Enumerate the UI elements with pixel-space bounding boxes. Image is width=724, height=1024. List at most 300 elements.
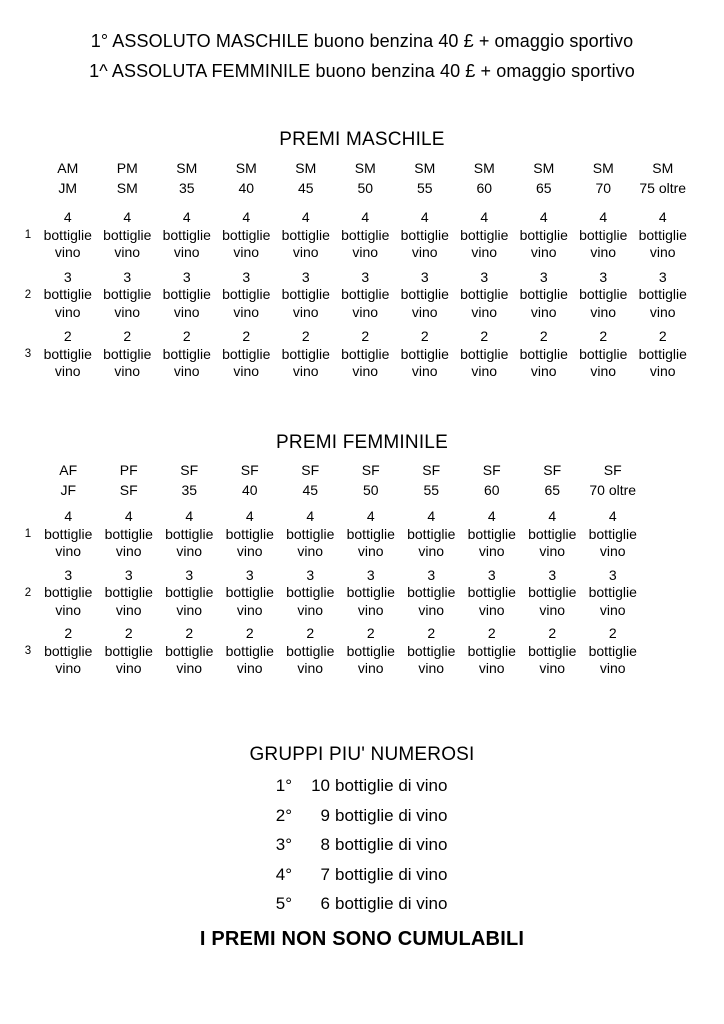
prize-line: vino <box>411 244 438 260</box>
prize-line: bottiglie <box>104 525 153 542</box>
prize-line: 4 <box>242 209 251 225</box>
prize-line: vino <box>54 244 81 260</box>
female-prizes-table <box>18 460 724 678</box>
category-header-cell <box>341 460 402 500</box>
prize-cell <box>217 209 277 262</box>
prize-line: vino <box>236 601 263 618</box>
prize-line: vino <box>55 660 82 676</box>
prize-line: 4 <box>487 508 496 524</box>
prize-line: vino <box>55 543 82 559</box>
prize-line: bottiglie <box>165 525 214 542</box>
prize-line: vino <box>297 601 324 618</box>
prize-cell <box>633 209 693 262</box>
prize-cell <box>157 269 217 322</box>
prize-line: vino <box>352 303 379 320</box>
prize-line: bottiglie <box>341 226 390 243</box>
category-code: SF <box>482 462 501 478</box>
prize-line: 2 <box>182 328 191 344</box>
prize-line: 4 <box>599 209 608 225</box>
category-age: 70 oltre <box>589 482 637 498</box>
prize-line: bottiglie <box>519 226 568 243</box>
category-age: 55 <box>423 482 440 498</box>
prize-line: vino <box>649 303 676 320</box>
prize-line: 2 <box>306 625 315 641</box>
prize-cell <box>514 209 574 262</box>
category-code: SM <box>473 160 495 176</box>
category-header-cell <box>159 460 220 500</box>
category-code: SF <box>180 462 199 478</box>
prize-line: 3 <box>245 566 254 583</box>
rank-column-spacer <box>18 158 38 198</box>
category-header-cell <box>38 460 99 500</box>
group-item <box>250 835 447 855</box>
prize-line: 3 <box>420 268 429 285</box>
prize-line: vino <box>590 244 617 260</box>
rank-number: 3 <box>24 645 32 658</box>
category-age: 50 <box>357 180 374 196</box>
prize-line: bottiglie <box>579 286 628 302</box>
prize-line: bottiglie <box>638 345 687 362</box>
prize-line: 3 <box>487 566 496 583</box>
group-prize-text: bottiglie di vino <box>335 894 448 913</box>
prize-line: bottiglie <box>467 642 516 659</box>
category-header-cell <box>633 158 693 198</box>
prize-line: bottiglie <box>162 286 211 302</box>
group-rank: 5° <box>275 894 292 913</box>
group-quantity: 8 <box>320 835 330 854</box>
prize-line: 4 <box>539 209 548 225</box>
prize-line: bottiglie <box>103 345 152 362</box>
prize-line: vino <box>292 303 319 320</box>
prize-line: vino <box>173 363 200 379</box>
group-prize-text: bottiglie di vino <box>335 776 448 795</box>
prize-line: vino <box>55 601 82 618</box>
prize-line: vino <box>599 601 626 618</box>
prize-line: vino <box>115 601 142 618</box>
prize-line: bottiglie <box>346 584 395 600</box>
prize-line: vino <box>233 303 260 320</box>
prize-line: 4 <box>366 508 375 524</box>
prize-line: vino <box>357 543 384 559</box>
prize-line: bottiglie <box>281 226 330 243</box>
prize-line: bottiglie <box>165 642 214 659</box>
prize-cell <box>38 625 99 678</box>
prize-line: bottiglie <box>225 525 274 542</box>
prize-cell <box>98 328 158 381</box>
category-age: 65 <box>535 180 552 196</box>
prize-line: vino <box>114 244 141 260</box>
prize-line: 4 <box>548 508 557 524</box>
prize-cell <box>462 625 523 678</box>
prize-line: 4 <box>420 209 429 225</box>
prize-cell <box>99 625 160 678</box>
category-code: AM <box>57 160 79 176</box>
prize-line: 3 <box>242 268 251 285</box>
group-rank: 1° <box>275 776 292 795</box>
prize-cell <box>220 625 281 678</box>
prize-line: vino <box>233 363 260 379</box>
category-age: 35 <box>181 482 198 498</box>
category-header-cell <box>522 460 583 500</box>
prize-line: bottiglie <box>407 642 456 659</box>
prize-cell <box>220 567 281 620</box>
prize-line: 4 <box>64 508 73 524</box>
category-age: 75 oltre <box>639 180 687 196</box>
prize-line: vino <box>114 363 141 379</box>
prize-line: vino <box>471 303 498 320</box>
prize-line: 4 <box>658 209 667 225</box>
prize-line: 4 <box>306 508 315 524</box>
prize-line: bottiglie <box>638 286 687 302</box>
prize-line: bottiglie <box>44 584 93 600</box>
prize-line: bottiglie <box>104 584 153 600</box>
prize-cell <box>395 209 455 262</box>
category-code: SM <box>176 160 198 176</box>
prize-line: vino <box>471 244 498 260</box>
category-code: SM <box>533 160 555 176</box>
prize-cell <box>583 567 644 620</box>
prize-cell <box>38 328 98 381</box>
category-code: SF <box>240 462 259 478</box>
rank-number: 3 <box>24 348 32 361</box>
groups-title: GRUPPI PIU' NUMEROSI <box>249 744 475 765</box>
category-header-cell <box>574 158 634 198</box>
prize-line: bottiglie <box>346 642 395 659</box>
prize-cell <box>280 508 341 561</box>
prize-cell <box>276 269 336 322</box>
prize-cell <box>157 209 217 262</box>
category-age: JM <box>58 180 78 196</box>
prize-line: vino <box>539 660 566 676</box>
category-age: SF <box>119 482 138 498</box>
category-code: AF <box>59 462 78 478</box>
prize-line: bottiglie <box>286 642 335 659</box>
prize-line: 2 <box>64 625 73 641</box>
prize-cell <box>99 508 160 561</box>
category-age: 35 <box>178 180 195 196</box>
prize-line: vino <box>173 244 200 260</box>
prize-line: bottiglie <box>588 642 637 659</box>
category-code: PM <box>116 160 138 176</box>
prize-line: vino <box>478 660 505 676</box>
prize-line: bottiglie <box>341 345 390 362</box>
male-prizes-title: PREMI MASCHILE <box>279 129 445 150</box>
prize-row <box>18 269 724 322</box>
group-item <box>250 894 447 914</box>
prize-cell <box>280 567 341 620</box>
prize-line: vino <box>352 363 379 379</box>
category-code: PF <box>119 462 138 478</box>
category-header-cell <box>217 158 277 198</box>
prize-line: bottiglie <box>519 286 568 302</box>
prize-cell <box>522 567 583 620</box>
prize-line: bottiglie <box>579 226 628 243</box>
prize-cell <box>462 508 523 561</box>
category-code: SF <box>543 462 562 478</box>
category-age: 55 <box>416 180 433 196</box>
prize-line: bottiglie <box>104 642 153 659</box>
prize-line: bottiglie <box>400 226 449 243</box>
category-header-cell <box>401 460 462 500</box>
prize-cell <box>217 328 277 381</box>
prize-line: vino <box>530 244 557 260</box>
prize-line: 2 <box>599 328 608 344</box>
prize-line: 3 <box>124 566 133 583</box>
category-code: SM <box>652 160 674 176</box>
prize-line: bottiglie <box>588 584 637 600</box>
prize-row <box>18 328 724 381</box>
prize-cell <box>38 567 99 620</box>
prize-line: bottiglie <box>222 345 271 362</box>
prize-row <box>18 567 724 620</box>
prize-cell <box>583 508 644 561</box>
prize-cell <box>341 625 402 678</box>
prize-cell <box>401 567 462 620</box>
female-prizes-section <box>0 432 724 684</box>
prize-line: vino <box>471 363 498 379</box>
prize-line: bottiglie <box>341 286 390 302</box>
category-header-cell <box>99 460 160 500</box>
prize-line: vino <box>599 543 626 559</box>
prize-line: 3 <box>306 566 315 583</box>
category-header-cell <box>336 158 396 198</box>
prize-cell <box>38 508 99 561</box>
category-age: 65 <box>544 482 561 498</box>
prize-line: bottiglie <box>407 584 456 600</box>
category-code: SF <box>301 462 320 478</box>
group-prize-text: bottiglie di vino <box>335 835 448 854</box>
category-code: SM <box>354 160 376 176</box>
prize-line: vino <box>530 303 557 320</box>
prize-line: 2 <box>420 328 429 344</box>
rank-number: 2 <box>24 586 32 599</box>
category-header-cell <box>395 158 455 198</box>
prize-line: 2 <box>539 328 548 344</box>
rank-number: 2 <box>24 288 32 301</box>
group-quantity: 9 <box>320 805 330 825</box>
prize-row <box>18 209 724 262</box>
prize-cell <box>514 328 574 381</box>
prize-line: bottiglie <box>225 642 274 659</box>
absolute-male-prize-line: 1° ASSOLUTO MASCHILE buono benzina 40 £ + omaggio sportivo <box>90 31 634 51</box>
prize-line: 2 <box>548 625 557 641</box>
prize-line: 2 <box>185 625 194 641</box>
prize-cell <box>157 328 217 381</box>
prize-line: 4 <box>124 508 133 524</box>
prize-cell <box>159 567 220 620</box>
prize-line: bottiglie <box>44 525 93 542</box>
prize-row <box>18 508 724 561</box>
prize-line: 2 <box>608 625 617 641</box>
prize-line: 2 <box>63 328 72 344</box>
prize-line: vino <box>114 303 141 320</box>
prize-line: vino <box>411 303 438 320</box>
prize-line: vino <box>54 363 81 379</box>
prize-line: vino <box>649 244 676 260</box>
category-age: 40 <box>241 482 258 498</box>
group-rank: 3° <box>275 835 292 854</box>
prize-line: vino <box>357 660 384 676</box>
prize-line: bottiglie <box>519 345 568 362</box>
prize-row <box>18 625 724 678</box>
prize-line: 3 <box>539 268 548 285</box>
prize-line: vino <box>599 660 626 676</box>
prize-line: bottiglie <box>467 525 516 542</box>
prize-line: 3 <box>185 566 194 583</box>
prize-line: vino <box>418 543 445 559</box>
prize-line: 2 <box>301 328 310 344</box>
prize-line: bottiglie <box>528 525 577 542</box>
prize-line: bottiglie <box>400 345 449 362</box>
absolute-female-prize-line: 1^ ASSOLUTA FEMMINILE buono benzina 40 £ + omaggio sportivo <box>89 61 635 81</box>
group-item <box>250 776 447 796</box>
prize-cell <box>574 269 634 322</box>
prize-cell <box>217 269 277 322</box>
prize-cell <box>38 269 98 322</box>
category-age: 50 <box>362 482 379 498</box>
prize-cell <box>462 567 523 620</box>
category-header-cell <box>276 158 336 198</box>
prize-line: vino <box>292 244 319 260</box>
prize-line: vino <box>54 303 81 320</box>
prize-line: 2 <box>366 625 375 641</box>
group-quantity: 6 <box>320 894 330 913</box>
rank-number: 1 <box>24 528 32 541</box>
prize-line: 4 <box>480 209 489 225</box>
prize-line: 4 <box>361 209 370 225</box>
prize-cell <box>455 328 515 381</box>
prize-line: 2 <box>123 328 132 344</box>
prize-line: bottiglie <box>588 525 637 542</box>
prize-line: bottiglie <box>460 226 509 243</box>
prize-line: 4 <box>301 209 310 225</box>
prize-line: vino <box>590 303 617 320</box>
prize-line: 3 <box>548 566 557 583</box>
category-age: 60 <box>476 180 493 196</box>
prize-cell <box>159 625 220 678</box>
prize-line: 3 <box>63 268 72 285</box>
prize-line: bottiglie <box>44 642 93 659</box>
group-quantity: 10 <box>311 776 330 795</box>
category-header-cell <box>220 460 281 500</box>
category-header-cell <box>157 158 217 198</box>
group-rank: 4° <box>275 864 292 884</box>
prize-cell <box>98 209 158 262</box>
prize-line: 4 <box>427 508 436 524</box>
prize-line: vino <box>233 244 260 260</box>
prize-line: bottiglie <box>528 584 577 600</box>
prize-line: bottiglie <box>528 642 577 659</box>
prize-cell <box>336 269 396 322</box>
groups-list <box>250 776 447 924</box>
prize-line: 4 <box>245 508 254 524</box>
prize-line: 3 <box>427 566 436 583</box>
prize-line: bottiglie <box>225 584 274 600</box>
group-rank: 2° <box>275 805 292 825</box>
category-age: 45 <box>302 482 319 498</box>
category-header-cell <box>280 460 341 500</box>
prize-cell <box>401 508 462 561</box>
category-header-row <box>18 158 724 198</box>
prize-line: 2 <box>480 328 489 344</box>
prize-line: vino <box>590 363 617 379</box>
prize-cell <box>633 269 693 322</box>
prize-line: 4 <box>182 209 191 225</box>
prize-line: 4 <box>63 209 72 225</box>
prize-line: 3 <box>366 566 375 583</box>
prize-line: vino <box>292 363 319 379</box>
prize-line: 3 <box>608 566 617 583</box>
category-code: SF <box>603 462 622 478</box>
group-item <box>250 806 447 826</box>
rank-number: 1 <box>24 229 32 242</box>
male-prizes-section <box>0 129 724 388</box>
prize-cell <box>341 567 402 620</box>
category-header-cell <box>38 158 98 198</box>
prize-cell <box>574 328 634 381</box>
prize-line: bottiglie <box>286 525 335 542</box>
prize-line: 3 <box>64 566 73 583</box>
prize-line: vino <box>418 601 445 618</box>
prize-line: vino <box>297 660 324 676</box>
prize-line: vino <box>297 543 324 559</box>
category-header-cell <box>583 460 644 500</box>
male-prizes-table <box>18 158 724 381</box>
prize-cell <box>336 328 396 381</box>
prize-cell <box>341 508 402 561</box>
prize-line: vino <box>418 660 445 676</box>
prize-line: bottiglie <box>400 286 449 302</box>
prize-line: vino <box>530 363 557 379</box>
prize-line: 2 <box>242 328 251 344</box>
prize-line: 4 <box>123 209 132 225</box>
prize-cell <box>220 508 281 561</box>
prize-cell <box>395 328 455 381</box>
prize-line: bottiglie <box>460 286 509 302</box>
prize-cell <box>336 209 396 262</box>
category-age: SM <box>116 180 138 196</box>
prize-line: bottiglie <box>467 584 516 600</box>
prize-line: bottiglie <box>162 226 211 243</box>
prize-line: 3 <box>658 268 667 285</box>
category-header-cell <box>455 158 515 198</box>
rank-column-spacer <box>18 460 38 500</box>
prize-line: bottiglie <box>460 345 509 362</box>
prize-line: vino <box>236 543 263 559</box>
prize-line: bottiglie <box>43 345 92 362</box>
category-header-row <box>18 460 724 500</box>
prize-cell <box>455 269 515 322</box>
prize-cell <box>514 269 574 322</box>
prize-line: vino <box>649 363 676 379</box>
category-header-cell <box>514 158 574 198</box>
prize-line: bottiglie <box>43 286 92 302</box>
prize-line: 2 <box>361 328 370 344</box>
prize-line: vino <box>173 303 200 320</box>
prize-line: bottiglie <box>222 286 271 302</box>
category-code: SM <box>235 160 257 176</box>
prize-line: 4 <box>608 508 617 524</box>
prize-cell <box>99 567 160 620</box>
category-code: SM <box>592 160 614 176</box>
prize-line: bottiglie <box>43 226 92 243</box>
prize-line: bottiglie <box>286 584 335 600</box>
category-age: 70 <box>595 180 612 196</box>
prize-line: 2 <box>245 625 254 641</box>
prize-line: vino <box>539 601 566 618</box>
prize-cell <box>583 625 644 678</box>
prize-line: bottiglie <box>638 226 687 243</box>
